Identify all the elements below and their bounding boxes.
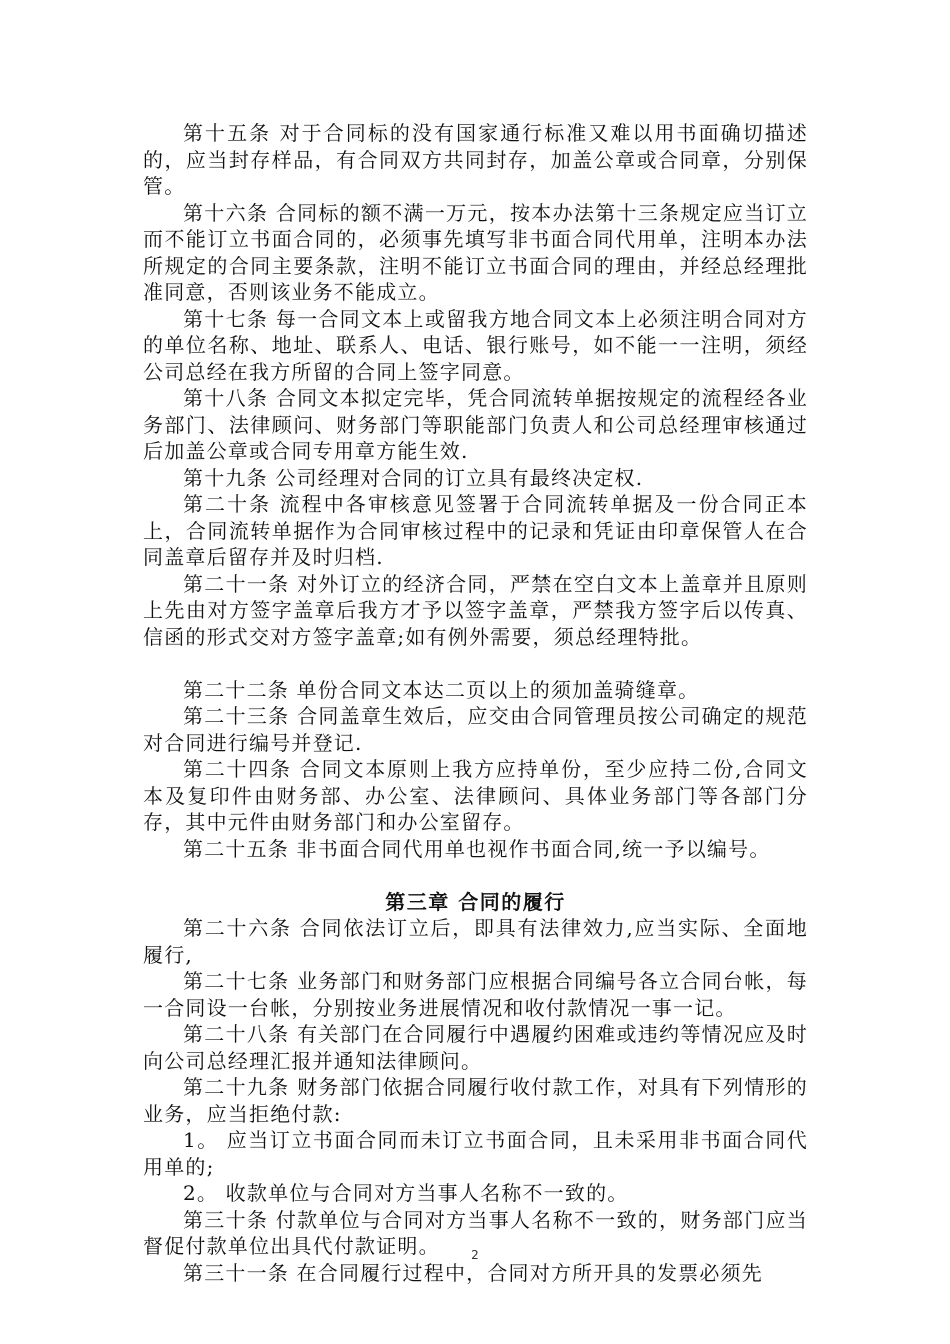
article-16: 第十六条 合同标的额不满一万元，按本办法第十三条规定应当订立而不能订立书面合同的，必须事先填写非书面合同代用单，注明本办法所规定的合同主要条款，注明不能订立书面合同的理由，并经总经理批准同意，否则该业务不能成立。 — [143, 200, 808, 304]
article-17: 第十七条 每一合同文本上或留我方地合同文本上必须注明合同对方的单位名称、地址、联系人、电话、银行账号，如不能一一注明，须经公司总经在我方所留的合同上签字同意。 — [143, 306, 808, 384]
article-24: 第二十四条 合同文本原则上我方应持单份，至少应持二份,合同文本及复印件由财务部、办公室、法律顾问、具体业务部门等各部门分存，其中元件由财务部门和办公室留存。 — [143, 757, 808, 834]
article-27: 第二十七条 业务部门和财务部门应根据合同编号各立合同台帐，每一合同设一台帐，分别按业务进展情况和收付款情况一事一记。 — [143, 969, 808, 1020]
article-30: 第三十条 付款单位与合同对方当事人名称不一致的，财务部门应当督促付款单位出具代付款证明。 — [143, 1207, 808, 1258]
article-25: 第二十五条 非书面合同代用单也视作书面合同,统一予以编号。 — [183, 836, 771, 861]
chapter-spacer — [143, 862, 808, 889]
article-28: 第二十八条 有关部门在合同履行中遇履约困难或违约等情况应及时向公司总经理汇报并通知法律顾问。 — [143, 1022, 808, 1073]
article-31: 第三十一条 在合同履行过程中，合同对方所开具的发票必须先 — [183, 1260, 763, 1285]
page-number: 2 — [471, 1248, 479, 1262]
article-23: 第二十三条 合同盖章生效后，应交由合同管理员按公司确定的规范对合同进行编号并登记. — [143, 704, 808, 755]
article-18: 第十八条 合同文本拟定完毕，凭合同流转单据按规定的流程经各业务部门、法律顾问、财务部门等职能部门负责人和公司总经理审核通过后加盖公章或合同专用章方能生效. — [143, 386, 808, 463]
article-15: 第十五条 对于合同标的没有国家通行标准又难以用书面确切描述的，应当封存样品，有合同双方共同封存，加盖公章或合同章，分别保管。 — [143, 121, 808, 198]
paragraph-spacer — [143, 650, 808, 677]
article-29-item-1: 1。 应当订立书面合同而未订立书面合同，且未采用非书面合同代用单的; — [143, 1128, 808, 1179]
article-29: 第二十九条 财务部门依据合同履行收付款工作，对具有下列情形的业务，应当拒绝付款: — [143, 1075, 808, 1126]
article-22: 第二十二条 单份合同文本达二页以上的须加盖骑缝章。 — [183, 677, 700, 702]
document-body — [143, 120, 808, 1286]
article-20: 第二十条 流程中各审核意见签署于合同流转单据及一份合同正本上，合同流转单据作为合同审核过程中的记录和凭证由印章保管人在合同盖章后留存并及时归档. — [143, 492, 808, 569]
chapter-title: 第三章 合同的履行 — [385, 889, 566, 914]
article-21: 第二十一条 对外订立的经济合同，严禁在空白文本上盖章并且原则上先由对方签字盖章后我方才予以签字盖章，严禁我方签字后以传真、信函的形式交对方签字盖章;如有例外需要，须总经理特批。 — [143, 571, 808, 649]
article-26: 第二十六条 合同依法订立后，即具有法律效力,应当实际、全面地履行, — [143, 916, 808, 967]
article-29-item-2: 2。 收款单位与合同对方当事人名称不一致的。 — [183, 1181, 629, 1205]
article-19: 第十九条 公司经理对合同的订立具有最终决定权. — [183, 465, 644, 490]
